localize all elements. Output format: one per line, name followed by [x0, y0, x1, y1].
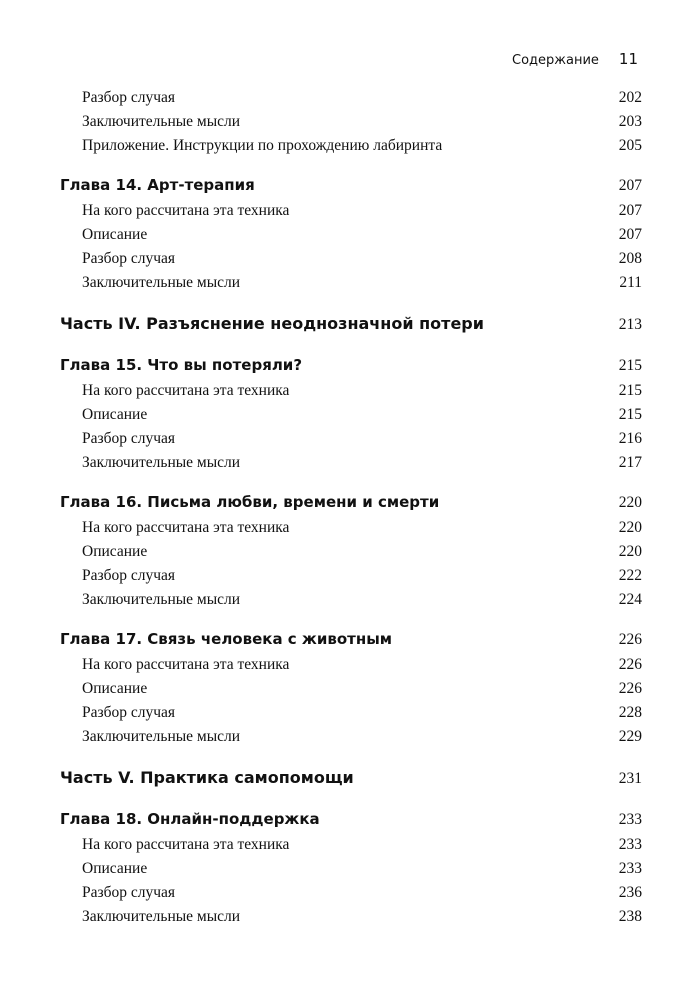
toc-entry-page: 226 [618, 631, 642, 648]
toc-entry-page: 216 [618, 430, 642, 447]
header-section-title: Содержание [512, 53, 599, 68]
toc-entry-page: 233 [618, 860, 642, 877]
toc-entry-sub [60, 451, 642, 475]
toc-entry-page: 207 [618, 177, 642, 194]
toc-entry-page: 217 [618, 454, 642, 471]
toc-entry-title: Часть V. Практика самопомощи [60, 768, 354, 787]
toc-entry-sub [60, 677, 642, 701]
toc-entry-title: На кого рассчитана эта техника [82, 202, 290, 219]
toc-entry-sub [60, 588, 642, 612]
page-number: 11 [618, 50, 638, 68]
toc-entry-page: 215 [618, 357, 642, 374]
toc-entry-page: 226 [618, 656, 642, 673]
toc-entry-chapter [60, 352, 642, 379]
toc-entry-page: 202 [618, 89, 642, 106]
toc-entry-page: 208 [618, 250, 642, 267]
toc-entry-sub [60, 379, 642, 403]
toc-entry-chapter [60, 489, 642, 516]
toc-entry-sub [60, 427, 642, 451]
toc-entry-page: 226 [618, 680, 642, 697]
toc-entry-page: 213 [618, 316, 642, 333]
toc-entry-sub [60, 725, 642, 749]
toc-entry-sub [60, 403, 642, 427]
toc-entry-title: Разбор случая [82, 89, 176, 106]
toc-entry-sub [60, 701, 642, 725]
toc-entry-title: Разбор случая [82, 567, 176, 584]
toc-entry-part [60, 311, 642, 338]
toc-entry-title: Часть IV. Разъяснение неоднозначной потери [60, 314, 484, 333]
toc-entry-sub [60, 110, 642, 134]
toc-entry-page: 207 [618, 226, 642, 243]
toc-entry-page: 229 [618, 728, 642, 745]
toc-entry-title: Описание [82, 406, 148, 423]
toc-entry-sub [60, 271, 642, 295]
toc-entry-page: 203 [618, 113, 642, 130]
toc-entry-title: Описание [82, 860, 148, 877]
toc-entry-page: 220 [618, 543, 642, 560]
toc-entry-title: Заключительные мысли [82, 454, 241, 471]
toc-entry-sub [60, 881, 642, 905]
toc-entry-title: Глава 15. Что вы потеряли? [60, 356, 303, 374]
running-header [512, 50, 638, 68]
toc-entry-page: 215 [618, 382, 642, 399]
toc-entry-sub [60, 653, 642, 677]
toc-entry-page: 228 [618, 704, 642, 721]
toc-entry-title: Глава 17. Связь человека с животным [60, 630, 393, 648]
toc-entry-sub [60, 857, 642, 881]
toc-entry-page: 236 [618, 884, 642, 901]
toc-entry-page: 205 [618, 137, 642, 154]
toc-entry-page: 222 [618, 567, 642, 584]
toc-entry-sub [60, 540, 642, 564]
toc-entry-chapter [60, 626, 642, 653]
toc-entry-title: Глава 16. Письма любви, времени и смерти [60, 493, 440, 511]
toc-entry-sub [60, 199, 642, 223]
toc-entry-page: 211 [619, 274, 642, 291]
toc-entry-title: Приложение. Инструкции по прохождению лабиринта [82, 137, 443, 154]
toc-entry-title: Описание [82, 226, 148, 243]
toc-entry-page: 231 [618, 770, 642, 787]
toc-entry-title: Разбор случая [82, 430, 176, 447]
toc-entry-page: 220 [618, 519, 642, 536]
toc-entry-sub [60, 223, 642, 247]
toc-entry-title: На кого рассчитана эта техника [82, 519, 290, 536]
toc-entry-page: 215 [618, 406, 642, 423]
toc-entry-title: Заключительные мысли [82, 591, 241, 608]
toc-entry-chapter [60, 172, 642, 199]
toc-entry-part [60, 765, 642, 792]
toc-entry-sub [60, 134, 642, 158]
toc-entry-title: На кого рассчитана эта техника [82, 382, 290, 399]
toc-entry-sub [60, 247, 642, 271]
toc-entry-title: На кого рассчитана эта техника [82, 656, 290, 673]
toc-entry-title: Глава 14. Арт-терапия [60, 176, 255, 194]
toc-entry-page: 220 [618, 494, 642, 511]
table-of-contents [60, 86, 642, 929]
toc-entry-title: Заключительные мысли [82, 113, 241, 130]
toc-entry-title: Описание [82, 680, 148, 697]
toc-entry-title: Заключительные мысли [82, 908, 241, 925]
toc-entry-title: Заключительные мысли [82, 274, 241, 291]
toc-entry-sub [60, 564, 642, 588]
toc-entry-sub [60, 833, 642, 857]
toc-entry-sub [60, 516, 642, 540]
toc-entry-title: Глава 18. Онлайн-поддержка [60, 810, 320, 828]
toc-entry-title: Разбор случая [82, 884, 176, 901]
toc-entry-title: На кого рассчитана эта техника [82, 836, 290, 853]
toc-entry-page: 233 [618, 811, 642, 828]
toc-entry-page: 233 [618, 836, 642, 853]
toc-entry-sub [60, 86, 642, 110]
toc-entry-title: Заключительные мысли [82, 728, 241, 745]
toc-entry-title: Описание [82, 543, 148, 560]
toc-entry-chapter [60, 806, 642, 833]
toc-entry-title: Разбор случая [82, 250, 176, 267]
toc-entry-sub [60, 905, 642, 929]
toc-entry-title: Разбор случая [82, 704, 176, 721]
toc-entry-page: 224 [618, 591, 642, 608]
toc-entry-page: 207 [618, 202, 642, 219]
toc-entry-page: 238 [618, 908, 642, 925]
